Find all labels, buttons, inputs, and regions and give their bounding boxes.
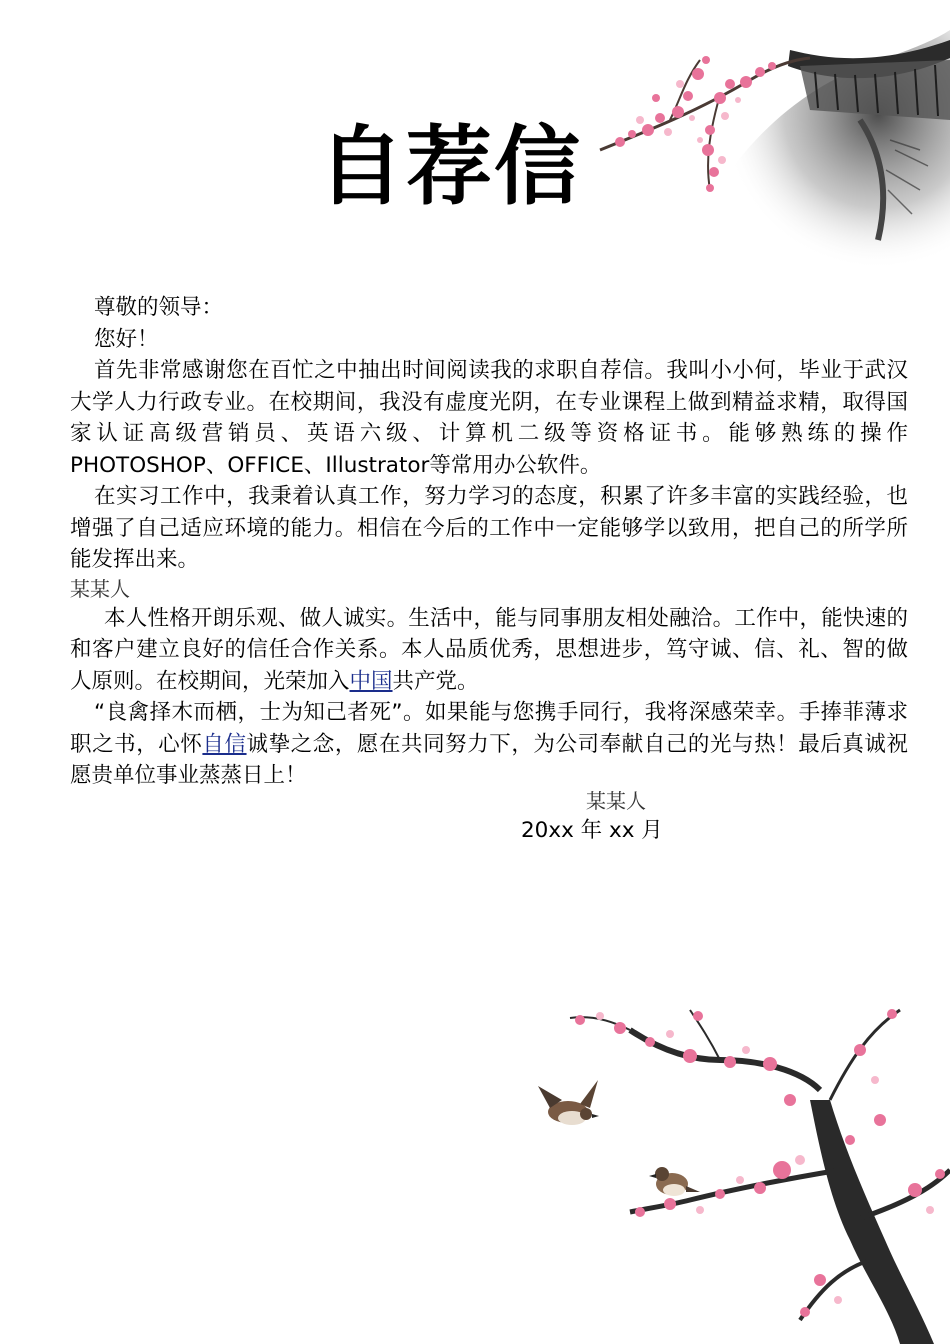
paragraph-closing-end: 诚挚之念，愿在共同努力下，为公司奉献自己的光与热！最后真诚祝愿贵单位事业蒸蒸日上！ [70,731,908,788]
paragraph-introduction: 首先非常感谢您在百忙之中抽出时间阅读我的求职自荐信。我叫小小何，毕业于武汉大学人力行政专业。在校期间，我没有虚度光阴，在专业课程上做到精益求精，取得国家认证高级营销员、英语六级、计算机二级等资格证书。能够熟练的操作PHOTOSHOP、OFFICE、Illustrator等常用办公软件。 [70,358,908,478]
paragraph-closing [70,697,908,792]
greeting: 您好！ [94,326,159,352]
paragraph-personality [70,603,908,698]
paragraph-closing-text: “良禽择木而栖，士为知己者死”。如果能与您携手同行，我将深感荣幸。手捧菲薄求职之书，心怀 [70,700,908,757]
plum-branch-birds-illustration [520,990,950,1344]
link-china[interactable]: 中国 [349,668,393,694]
signature-name: 某某人 [586,789,646,813]
ink-roof-plum-blossom-illustration [560,0,950,270]
perched-bird-icon [649,1167,700,1196]
watermark-name: 某某人 [70,576,130,601]
link-confidence[interactable]: 自信 [202,731,247,757]
flying-bird-icon [538,1080,599,1125]
paragraph-internship: 在实习工作中，我秉着认真工作，努力学习的态度，积累了许多丰富的实践经验，也增强了自己适应环境的能力。相信在今后的工作中一定能够学以致用，把自己的所学所能发挥出来。 [70,484,908,572]
signature-date: 20xx 年 xx 月 [521,818,663,843]
salutation: 尊敬的领导： [94,295,224,320]
paragraph-personality-end: 共产党。 [392,668,479,694]
paragraph-personality-text: 本人性格开朗乐观、做人诚实。生活中，能与同事朋友相处融洽。工作中，能快速的和客户建立良好的信任合作关系。本人品质优秀，思想进步，笃守诚、信、礼、智的做人原则。在校期间，光荣加入 [70,605,908,694]
page-title: 自荐信 [318,117,582,217]
letter-body [70,292,908,792]
